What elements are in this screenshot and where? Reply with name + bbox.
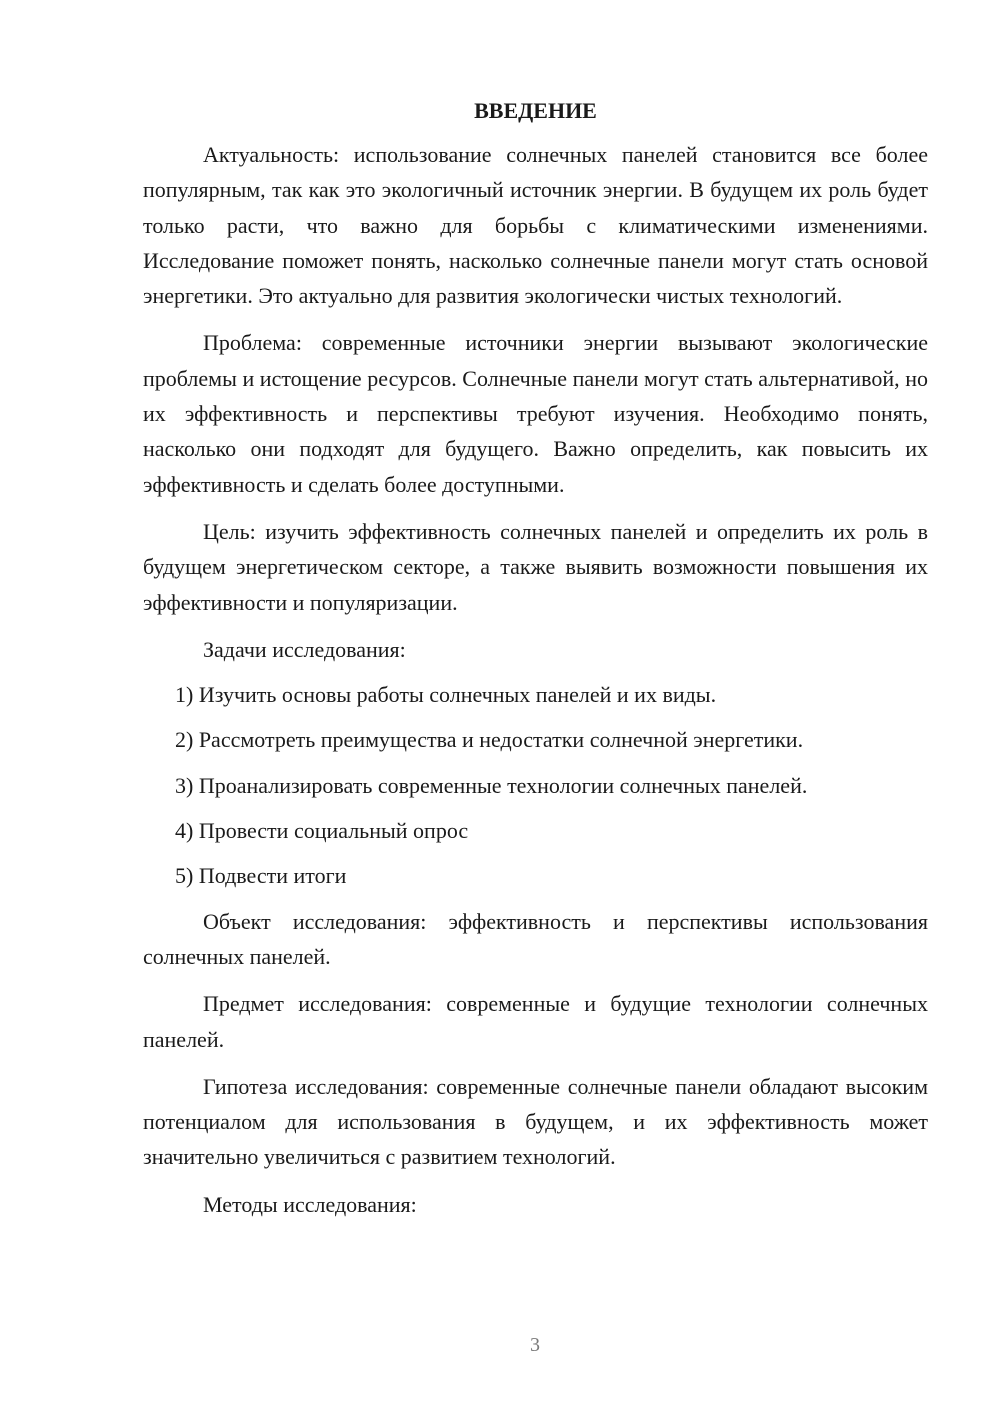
page-number: 3 bbox=[530, 1334, 540, 1356]
task-item-1: 1) Изучить основы работы солнечных панелей и их виды. bbox=[175, 682, 717, 708]
page-title: ВВЕДЕНИЕ bbox=[474, 98, 597, 123]
task-item-4: 4) Провести социальный опрос bbox=[175, 818, 469, 844]
problem-paragraph: Проблема: современные источники энергии вызывают экологические проблемы и истощение ресурсов. Солнечные панели могут стать альтернативой, но их эффективность и перспективы требуют изучения. Необходимо понять, насколько они подходят для будущего. Важно определить, как повысить их эффективность и сделать более доступными. bbox=[143, 330, 928, 497]
document-page bbox=[143, 95, 928, 1222]
task-item-5: 5) Подвести итоги bbox=[175, 863, 347, 889]
task-list bbox=[143, 677, 928, 893]
relevance-paragraph: Актуальность: использование солнечных панелей становится все более популярным, так как это экологичный источник энергии. В будущем их роль будет только расти, что важно для борьбы с климатическими изменениями. Исследование поможет понять, насколько солнечные панели могут стать основой энергетики. Это актуально для развития экологически чистых технологий. bbox=[143, 142, 928, 309]
tasks-heading: Задачи исследования: bbox=[203, 636, 406, 662]
hypothesis-paragraph: Гипотеза исследования: современные солнечные панели обладают высоким потенциалом для использования в будущем, и их эффективность может значительно увеличиться с развитием технологий. bbox=[143, 1073, 928, 1170]
subject-paragraph: Предмет исследования: современные и будущие технологии солнечных панелей. bbox=[143, 991, 928, 1052]
task-item-3: 3) Проанализировать современные технологии солнечных панелей. bbox=[175, 772, 808, 798]
methods-paragraph: Методы исследования: bbox=[203, 1191, 417, 1217]
task-item-2: 2) Рассмотреть преимущества и недостатки солнечной энергетики. bbox=[175, 727, 804, 753]
object-paragraph: Объект исследования: эффективность и перспективы использования солнечных панелей. bbox=[143, 908, 928, 969]
goal-paragraph: Цель: изучить эффективность солнечных панелей и определить их роль в будущем энергетическом секторе, а также выявить возможности повышения их эффективности и популяризации. bbox=[143, 518, 928, 615]
